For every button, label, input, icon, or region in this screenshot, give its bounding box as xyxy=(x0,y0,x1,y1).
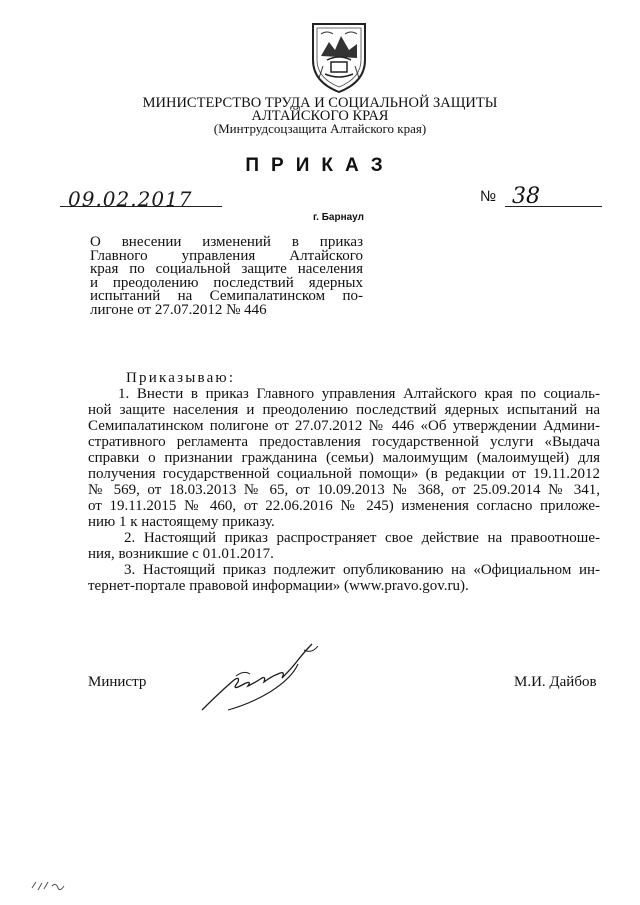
ministry-name: МИНИСТЕРСТВО ТРУДА И СОЦИАЛЬНОЙ ЗАЩИТЫ xyxy=(142,95,498,111)
paragraph-line: тернет-портале правовой информации» (www.pravo.gov.ru). xyxy=(88,578,469,594)
paragraph-3 xyxy=(88,562,600,594)
signatory-title: Министр xyxy=(88,674,147,690)
number-underline xyxy=(505,206,602,207)
order-date: 09.02.2017 xyxy=(68,187,193,211)
subject-line: края по социальной защите населения xyxy=(90,261,363,278)
paragraph-line: ной защите населения и преодолению последствий ядерных испытаний на xyxy=(88,402,600,418)
paragraph-line: 2. Настоящий приказ распространяет свое действие на правоотноше- xyxy=(124,530,600,546)
order-body xyxy=(88,370,600,594)
subject-line: О внесении изменений в приказ xyxy=(90,234,363,250)
paragraph-line: Семипалатинском полигоне от 27.07.2012 № 446 «Об утверждении Админи- xyxy=(88,418,600,434)
subject-line: лигоне от 27.07.2012 № 446 xyxy=(90,301,267,318)
date-underline xyxy=(60,206,222,207)
document-title: ПРИКАЗ xyxy=(245,155,395,176)
paragraph-line: 3. Настоящий приказ подлежит опубликованию на «Официальном ин- xyxy=(124,562,600,578)
region-name: АЛТАЙСКОГО КРАЯ xyxy=(251,108,389,124)
coat-of-arms-icon xyxy=(307,20,371,94)
paragraph-line: от 19.11.2015 № 460, от 22.06.2016 № 245) изменения согласно приложе- xyxy=(88,498,600,514)
paragraph-1 xyxy=(88,386,600,530)
paragraph-line: стративного регламента предоставления государственной услуги «Выдача xyxy=(88,434,600,450)
handwritten-signature xyxy=(200,640,330,715)
order-number: 38 xyxy=(512,184,540,209)
city: г. Барнаул xyxy=(313,212,364,223)
paragraph-line: 1. Внести в приказ Главного управления Алтайского края по социаль- xyxy=(118,386,600,402)
paragraph-line: нию 1 к настоящему приказу. xyxy=(88,514,275,530)
ministry-short-name: (Минтрудсоцзащита Алтайского края) xyxy=(213,121,427,136)
paragraph-line: получения государственной социальной помощи» (в редакции от 19.11.2012 xyxy=(88,466,600,482)
subject-line: Главного управления Алтайского xyxy=(90,247,363,264)
order-subject xyxy=(90,236,363,318)
signatory-name: М.И. Дайбов xyxy=(514,674,597,690)
paragraph-line: справки о признании гражданина (семьи) малоимущим (малоимущей) для xyxy=(88,450,600,466)
margin-scribble xyxy=(30,874,80,894)
number-sign: № xyxy=(480,188,497,205)
paragraph-line: № 569, от 18.03.2013 № 65, от 10.09.2013 № 368, от 25.09.2014 № 341, xyxy=(88,482,600,498)
paragraph-2 xyxy=(88,530,600,562)
subject-line: испытаний на Семипалатинском по- xyxy=(90,288,363,305)
subject-line: и преодолению последствий ядерных xyxy=(90,274,363,291)
decree-word: Приказываю: xyxy=(126,370,236,386)
paragraph-line: ния, возникшие с 01.01.2017. xyxy=(88,546,274,562)
